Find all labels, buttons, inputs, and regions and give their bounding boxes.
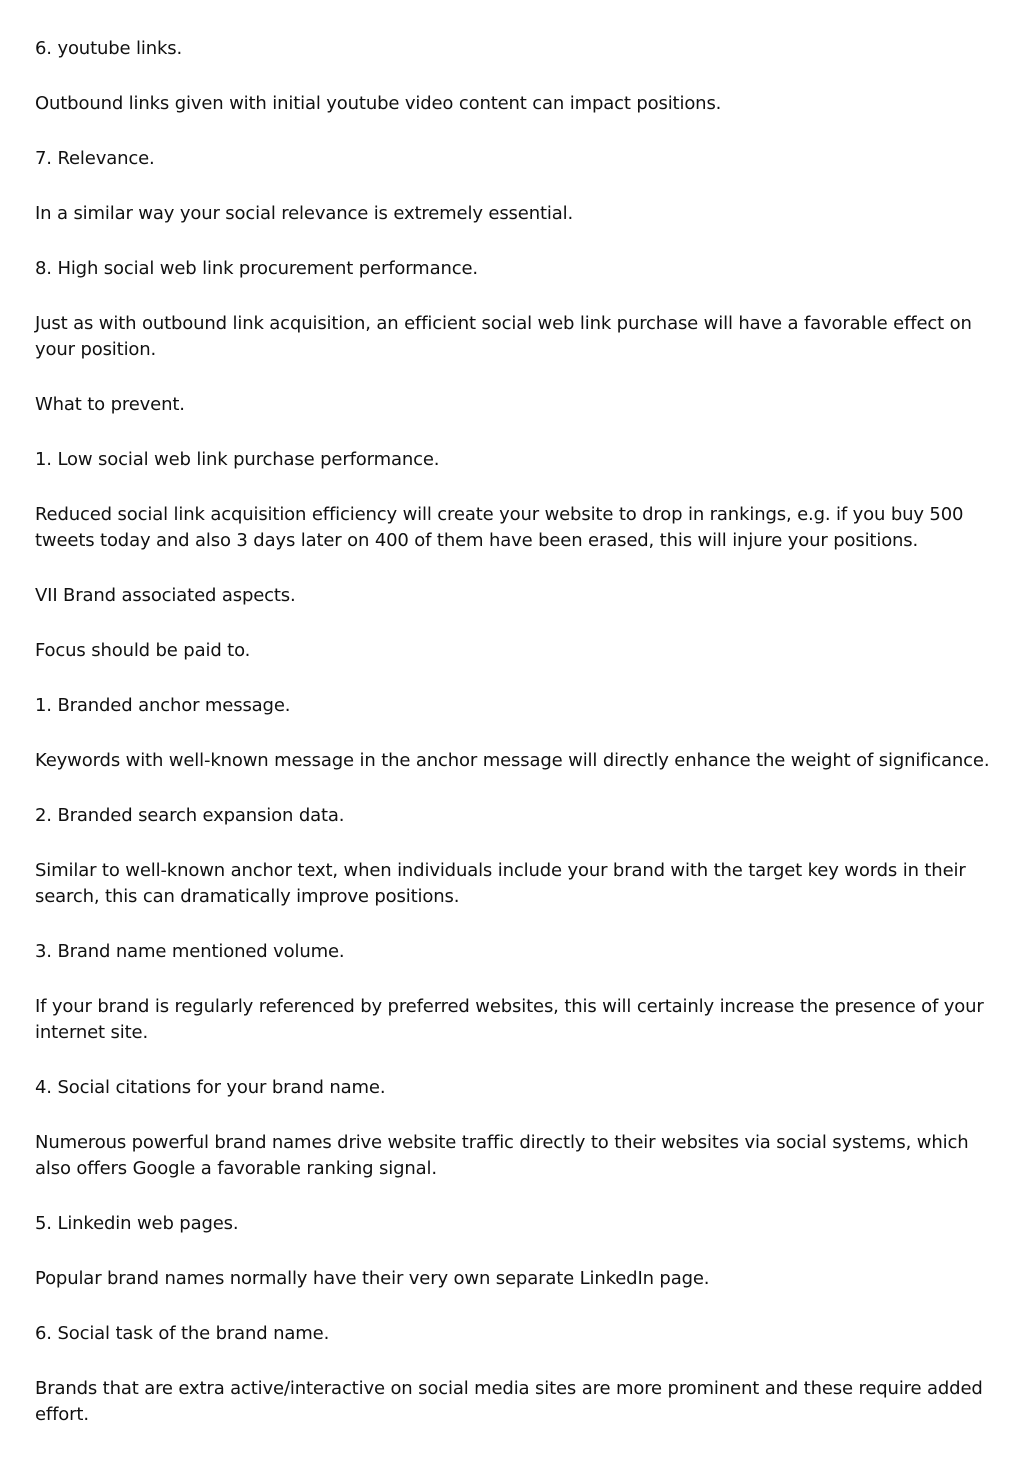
- paragraph-brand-mentioned-volume: If your brand is regularly referenced by preferred websites, this will certainly increase the presence of your internet site.: [35, 996, 984, 1043]
- list-heading-relevance: 7. Relevance.: [35, 148, 155, 169]
- paragraph-branded-anchor: Keywords with well-known message in the anchor message will directly enhance the weight of significance.: [35, 750, 990, 771]
- paragraph-linkedin-pages: Popular brand names normally have their very own separate LinkedIn page.: [35, 1268, 710, 1289]
- paragraph-branded-search: Similar to well-known anchor text, when individuals include your brand with the target key words in their search, this can dramatically improve positions.: [35, 860, 966, 907]
- list-heading-high-social-link-performance: 8. High social web link procurement performance.: [35, 258, 478, 279]
- document-body: [35, 36, 995, 1457]
- list-heading-branded-search: 2. Branded search expansion data.: [35, 805, 345, 826]
- section-heading-what-to-prevent: What to prevent.: [35, 394, 185, 415]
- list-heading-youtube-links: 6. youtube links.: [35, 38, 183, 59]
- list-heading-brand-mentioned-volume: 3. Brand name mentioned volume.: [35, 941, 345, 962]
- section-heading-focus: Focus should be paid to.: [35, 640, 251, 661]
- list-heading-branded-anchor: 1. Branded anchor message.: [35, 695, 291, 716]
- paragraph-relevance: In a similar way your social relevance is extremely essential.: [35, 203, 574, 224]
- paragraph-social-citations: Numerous powerful brand names drive website traffic directly to their websites via social systems, which also offers Google a favorable ranking signal.: [35, 1132, 969, 1179]
- paragraph-youtube-links: Outbound links given with initial youtube video content can impact positions.: [35, 93, 722, 114]
- list-heading-social-citations: 4. Social citations for your brand name.: [35, 1077, 386, 1098]
- paragraph-high-social-link-performance: Just as with outbound link acquisition, an efficient social web link purchase will have a favorable effect on your position.: [35, 313, 972, 360]
- paragraph-social-task: Brands that are extra active/interactive on social media sites are more prominent and these require added effort.: [35, 1378, 983, 1425]
- list-heading-linkedin-pages: 5. Linkedin web pages.: [35, 1213, 239, 1234]
- list-heading-social-task: 6. Social task of the brand name.: [35, 1323, 330, 1344]
- list-heading-low-social-link-performance: 1. Low social web link purchase performance.: [35, 449, 440, 470]
- paragraph-low-social-link-performance: Reduced social link acquisition efficiency will create your website to drop in rankings, e.g. if you buy 500 tweets today and also 3 days later on 400 of them have been erased, this will injure your positions.: [35, 504, 964, 551]
- section-heading-brand-aspects: VII Brand associated aspects.: [35, 585, 296, 606]
